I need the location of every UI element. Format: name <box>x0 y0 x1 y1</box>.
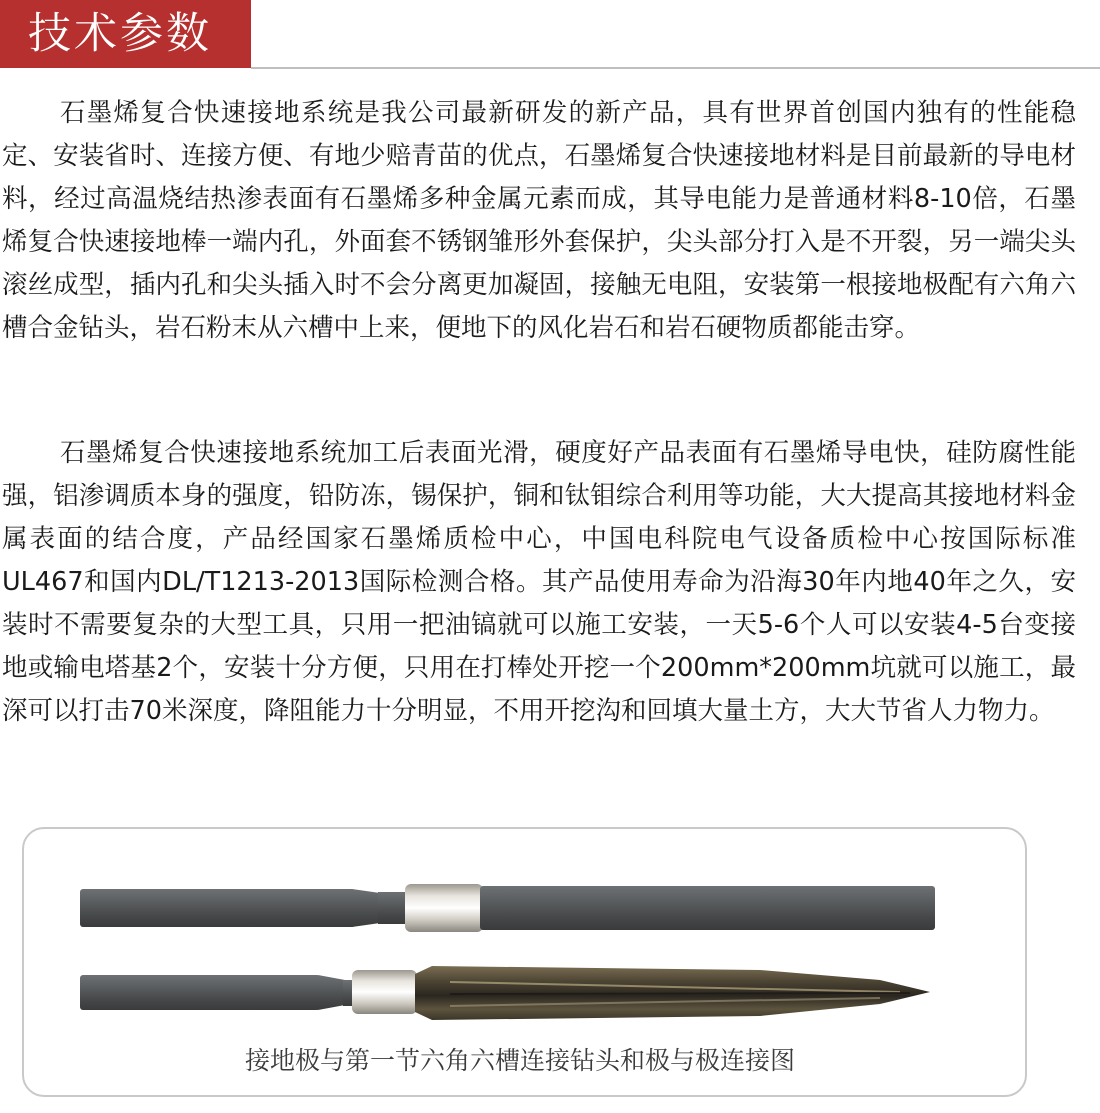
section-title: 技术参数 <box>28 9 212 59</box>
paragraph-features: 石墨烯复合快速接地系统加工后表面光滑，硬度好产品表面有石墨烯导电快，硅防腐性能强，铝渗调质本身的强度，铅防冻，锡保护，铜和钛钼综合利用等功能，大大提高其接地材料金属表面的结合度，产品经国家石墨烯质检中心，中国电科院电气设备质检中心按国际标准UL467和国内DL/T1213-2013国际检测合格。其产品使用寿命为沿海30年内地40年之久，安装时不需要复杂的大型工具，只用一把油镐就可以施工安装，一天5-6个人可以安装4-5台变接地或输电塔基2个，安装十分方便，只用在打棒处开挖一个200mm*200mm坑就可以施工，最深可以打击70米深度，降阻能力十分明显，不用开挖沟和回填大量土方，大大节省人力物力。 <box>2 438 1076 726</box>
header-divider <box>251 67 1100 69</box>
paragraph-intro: 石墨烯复合快速接地系统是我公司最新研发的新产品，具有世界首创国内独有的性能稳定、安装省时、连接方便、有地少赔青苗的优点，石墨烯复合快速接地材料是目前最新的导电材料，经过高温烧结热渗表面有石墨烯多种金属元素而成，其导电能力是普通材料8-10倍，石墨烯复合快速接地棒一端内孔，外面套不锈钢雏形外套保护，尖头部分打入是不开裂，另一端尖头滚丝成型，插内孔和尖头插入时不会分离更加凝固，接触无电阻，安装第一根接地极配有六角六槽合金钻头，岩石粉末从六槽中上来，便地下的风化岩石和岩石硬物质都能击穿。 <box>2 98 1076 343</box>
photo-caption: 接地极与第一节六角六槽连接钻头和极与极连接图 <box>244 1046 795 1075</box>
